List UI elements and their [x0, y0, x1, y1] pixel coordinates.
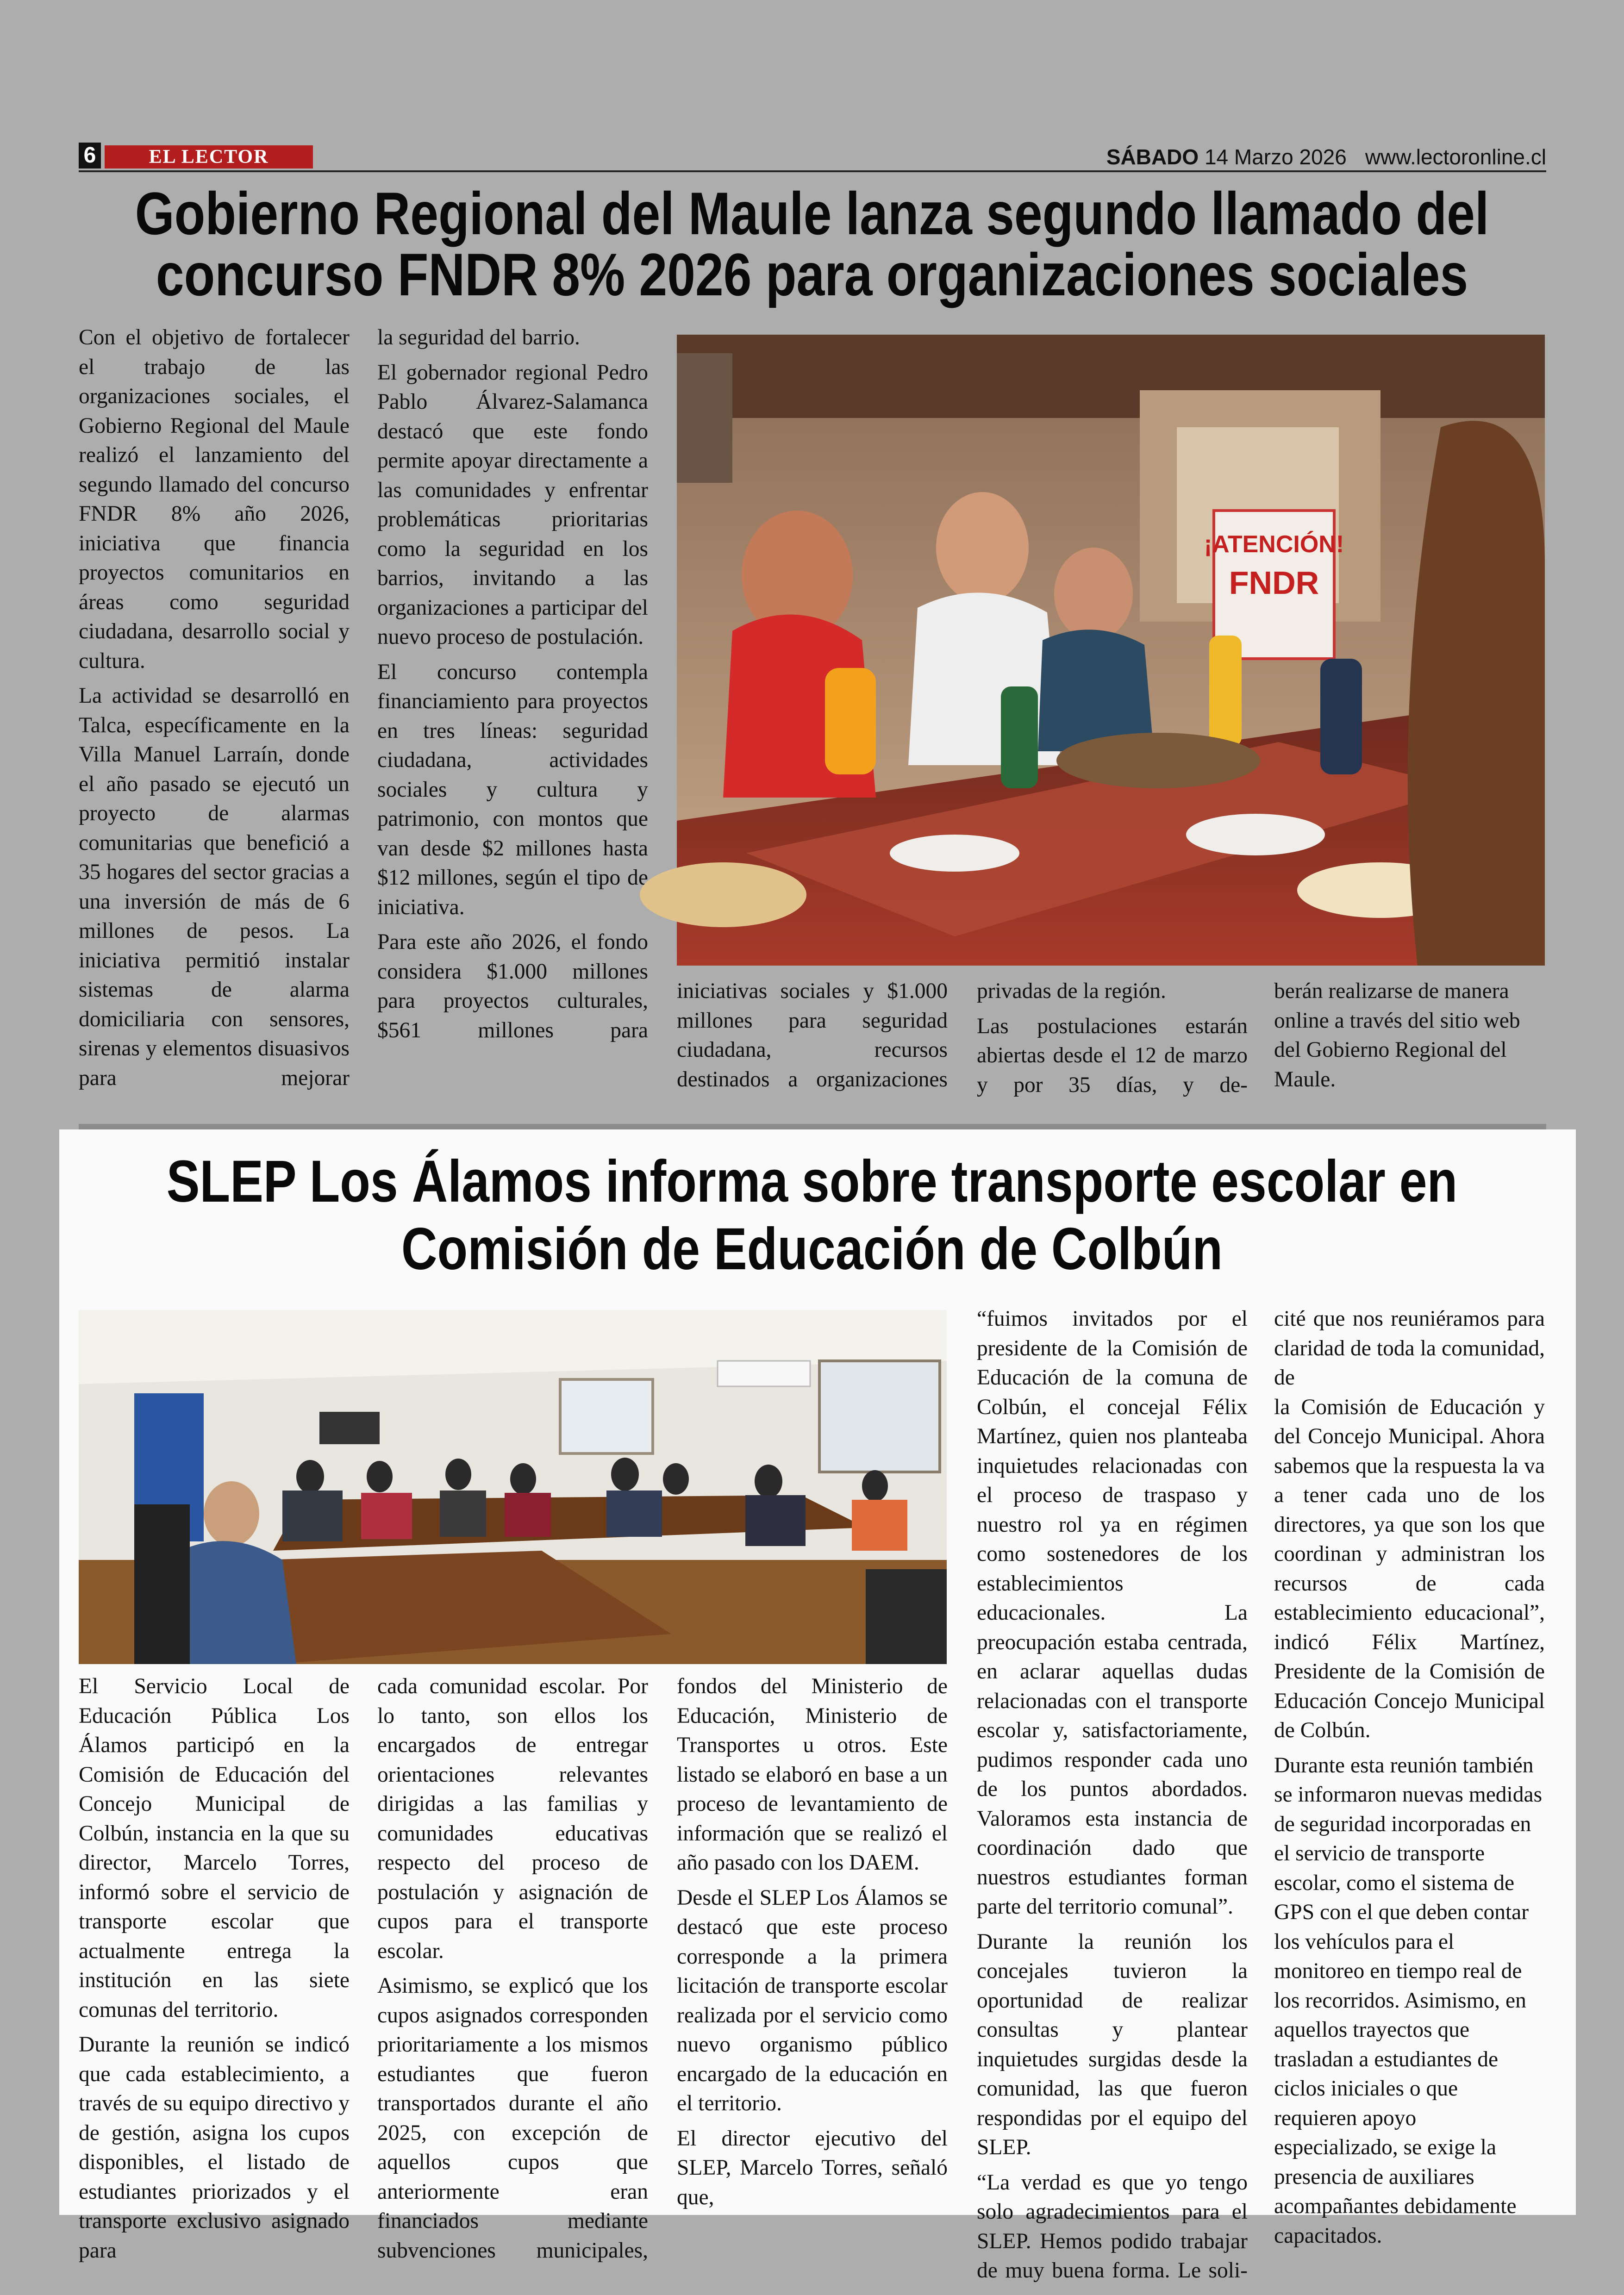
- article2-headline: [79, 1148, 1544, 1283]
- article2-column-1: [79, 1672, 350, 2263]
- article1-photo-meeting-table: [677, 335, 1545, 966]
- paragraph: Desde el SLEP Los Álamos se destacó que este proceso corresponde a la primera licitación de transporte escolar realizada por el servicio como nuevo organismo público encargado de la educación en el territorio.: [677, 1885, 948, 2115]
- dateline-date: 14 Marzo 2026: [1204, 145, 1347, 169]
- paragraph: la Comisión de Educación y del Concejo Municipal. Ahora sabemos que la respuesta la va a tener cada uno de los directores, ya que son los que coordinan y administran los recursos de cada establecimiento educacional”, indicó Félix Martínez, Presidente de la Comisión de Educación Concejo Municipal de Colbún.: [1274, 1395, 1545, 1742]
- paragraph: Con el objetivo de fortalecer el trabajo de las organizaciones sociales, el Gobierno Regional del Maule realizó el lanzamiento del segundo llamado del concurso FNDR 8% año 2026, iniciativa que financia proyectos comunitarios en áreas como seguridad ciudadana, desarrollo social y cultura.: [79, 325, 350, 673]
- website-link[interactable]: www.lectoronline.cl: [1365, 145, 1546, 169]
- paragraph: Las postulaciones estarán abiertas desde el 12 de marzo y por 35 días, y de-: [977, 1014, 1248, 1097]
- paragraph: Asimismo, se explicó que los cupos asignados corresponden prioritariamente a los mismos estudiantes que fueron transportados durante el año 2025, con excepción de aquellos cupos que anteriormente eran financiados mediante subvenciones municipales,: [377, 1974, 648, 2263]
- photo-sign-text: ¡ATENCIÓN!: [1204, 531, 1344, 558]
- article2-column-4: [977, 1304, 1248, 2283]
- article1-column-3: [677, 977, 948, 1113]
- paragraph: fondos del Ministerio de Educación, Ministerio de Transportes u otros. Este listado se elaboró en base a un proceso de levantamiento de información que se realizó el año pasado con los DAEM.: [677, 1674, 948, 1875]
- dateline: [1106, 144, 1546, 169]
- paragraph: El concurso contempla financiamiento para proyectos en tres líneas: seguridad ciudadana, actividades sociales y cultura y patrimonio, con montos que van desde $2 millones hasta $12 millones, según el tipo de iniciativa.: [377, 660, 648, 919]
- article1-column-5: [1274, 977, 1545, 1113]
- paragraph: “fuimos invitados por el presidente de la Comisión de Educación de la comuna de Colbún, el concejal Félix Martínez, quien nos planteaba inquietudes relacionadas con el proceso de traspaso y nuestro rol ya en régimen como sostenedores de los establecimientos educacionales. La preocupación estaba centrada, en aclarar aquellas dudas relacionadas con el transporte escolar y, satisfactoriamente, pudimos responder cada uno de los puntos abordados. Valoramos esta instancia de coordinación dado que nuestros estudiantes forman parte del territorio comunal”.: [977, 1307, 1248, 1919]
- article1-column-1: [79, 323, 350, 1112]
- paragraph: El gobernador regional Pedro Pablo Álvarez-Salamanca destacó que este fondo permite apoyar directamente a las comunidades y enfrentar problemáticas prioritarias como la seguridad en los barrios, invitando a las organizaciones a participar del nuevo proceso de postulación.: [377, 360, 648, 649]
- dateline-day: SÁBADO: [1106, 145, 1199, 169]
- page-number: 6: [79, 143, 101, 168]
- paragraph: El Servicio Local de Educación Pública Los Álamos participó en la Comisión de Educación del Concejo Municipal de Colbún, instancia en la que su director, Marcelo Torres, informó sobre el servicio de transporte escolar que actualmente entrega la institución en las siete comunas del territorio.: [79, 1674, 350, 2022]
- paragraph: cité que nos reuniéramos para claridad de toda la comunidad, de: [1274, 1307, 1545, 1390]
- paragraph: Durante esta reunión también se informaron nuevas medidas de seguridad incorporadas en el servicio de transporte escolar, como el sistema de GPS con el que deben contar los vehículos para el monitoreo en tiempo real de los recorridos. Asimismo, en aquellos trayectos que trasladan a estudiantes de ciclos iniciales o que requieren apoyo especializado, se exige la presencia de auxiliares acompañantes debidamente capacitados.: [1274, 1753, 1543, 2248]
- article1-headline-line1: Gobierno Regional del Maule lanza segundo llamado del: [135, 180, 1489, 247]
- page-header: [79, 143, 1546, 169]
- article2-headline-line2: Comisión de Educación de Colbún: [401, 1216, 1223, 1282]
- paragraph: iniciativas sociales y $1.000 millones para seguridad ciudadana, recursos destinados a organizaciones: [677, 979, 948, 1091]
- paragraph: La actividad se desarrolló en Talca, específicamente en la Villa Manuel Larraín, donde el año pasado se ejecutó un proyecto de alarmas comunitarias que benefició a 35 hogares del sector gracias a una inversión de más de 6 millones de pesos. La iniciativa permitió instalar sistemas de alarma domiciliaria con sensores, sirenas y elementos disuasivos para mejorar: [79, 684, 350, 1090]
- paragraph: El director ejecutivo del SLEP, Marcelo Torres, señaló que,: [677, 2126, 948, 2209]
- paragraph: Para este año 2026, el fondo considera $1.000 millones para proyectos culturales, $561 millones para: [377, 930, 648, 1042]
- paragraph: cada comunidad escolar. Por lo tanto, son ellos los encargados de entregar orientaciones relevantes dirigidas a las familias y comunidades educativas respecto del proceso de postulación y asignación de cupos para el transporte escolar.: [377, 1674, 648, 1963]
- article2-column-3: [677, 1672, 948, 2209]
- photo-sign-sub: FNDR: [1229, 565, 1319, 601]
- article1-column-2: [377, 323, 648, 1112]
- paragraph: Durante la reunión se indicó que cada establecimiento, a través de su equipo directivo y de gestión, asigna los cupos disponibles, el listado de estudiantes priorizados y el transporte exclusivo asignado para: [79, 2033, 350, 2263]
- newspaper-logo: EL LECTOR: [105, 145, 313, 168]
- article2-column-5: [1274, 1304, 1545, 2248]
- article1-column-4: [977, 977, 1248, 1113]
- article2-column-2: [377, 1672, 648, 2263]
- article2-headline-line1: SLEP Los Álamos informa sobre transporte escolar en: [166, 1148, 1458, 1215]
- header-rule: [79, 170, 1546, 172]
- article1-headline: [79, 180, 1544, 308]
- paragraph: privadas de la región.: [977, 979, 1166, 1003]
- article2-photo-commission-meeting: [79, 1310, 947, 1664]
- article1-headline-line2: concurso FNDR 8% 2026 para organizaciones sociales: [156, 241, 1468, 308]
- paragraph: berán realizarse de manera online a través del sitio web del Gobierno Regional del Maule.: [1274, 979, 1520, 1091]
- paragraph: “La verdad es que yo tengo solo agradecimientos para el SLEP. Hemos podido trabajar de muy buena forma. Le soli-: [977, 2170, 1248, 2283]
- paragraph: la seguridad del barrio.: [377, 325, 580, 349]
- paragraph: Durante la reunión los concejales tuvieron la oportunidad de realizar consultas y plantear inquietudes surgidas desde la comunidad, las que fueron respondidas por el equipo del SLEP.: [977, 1929, 1248, 2159]
